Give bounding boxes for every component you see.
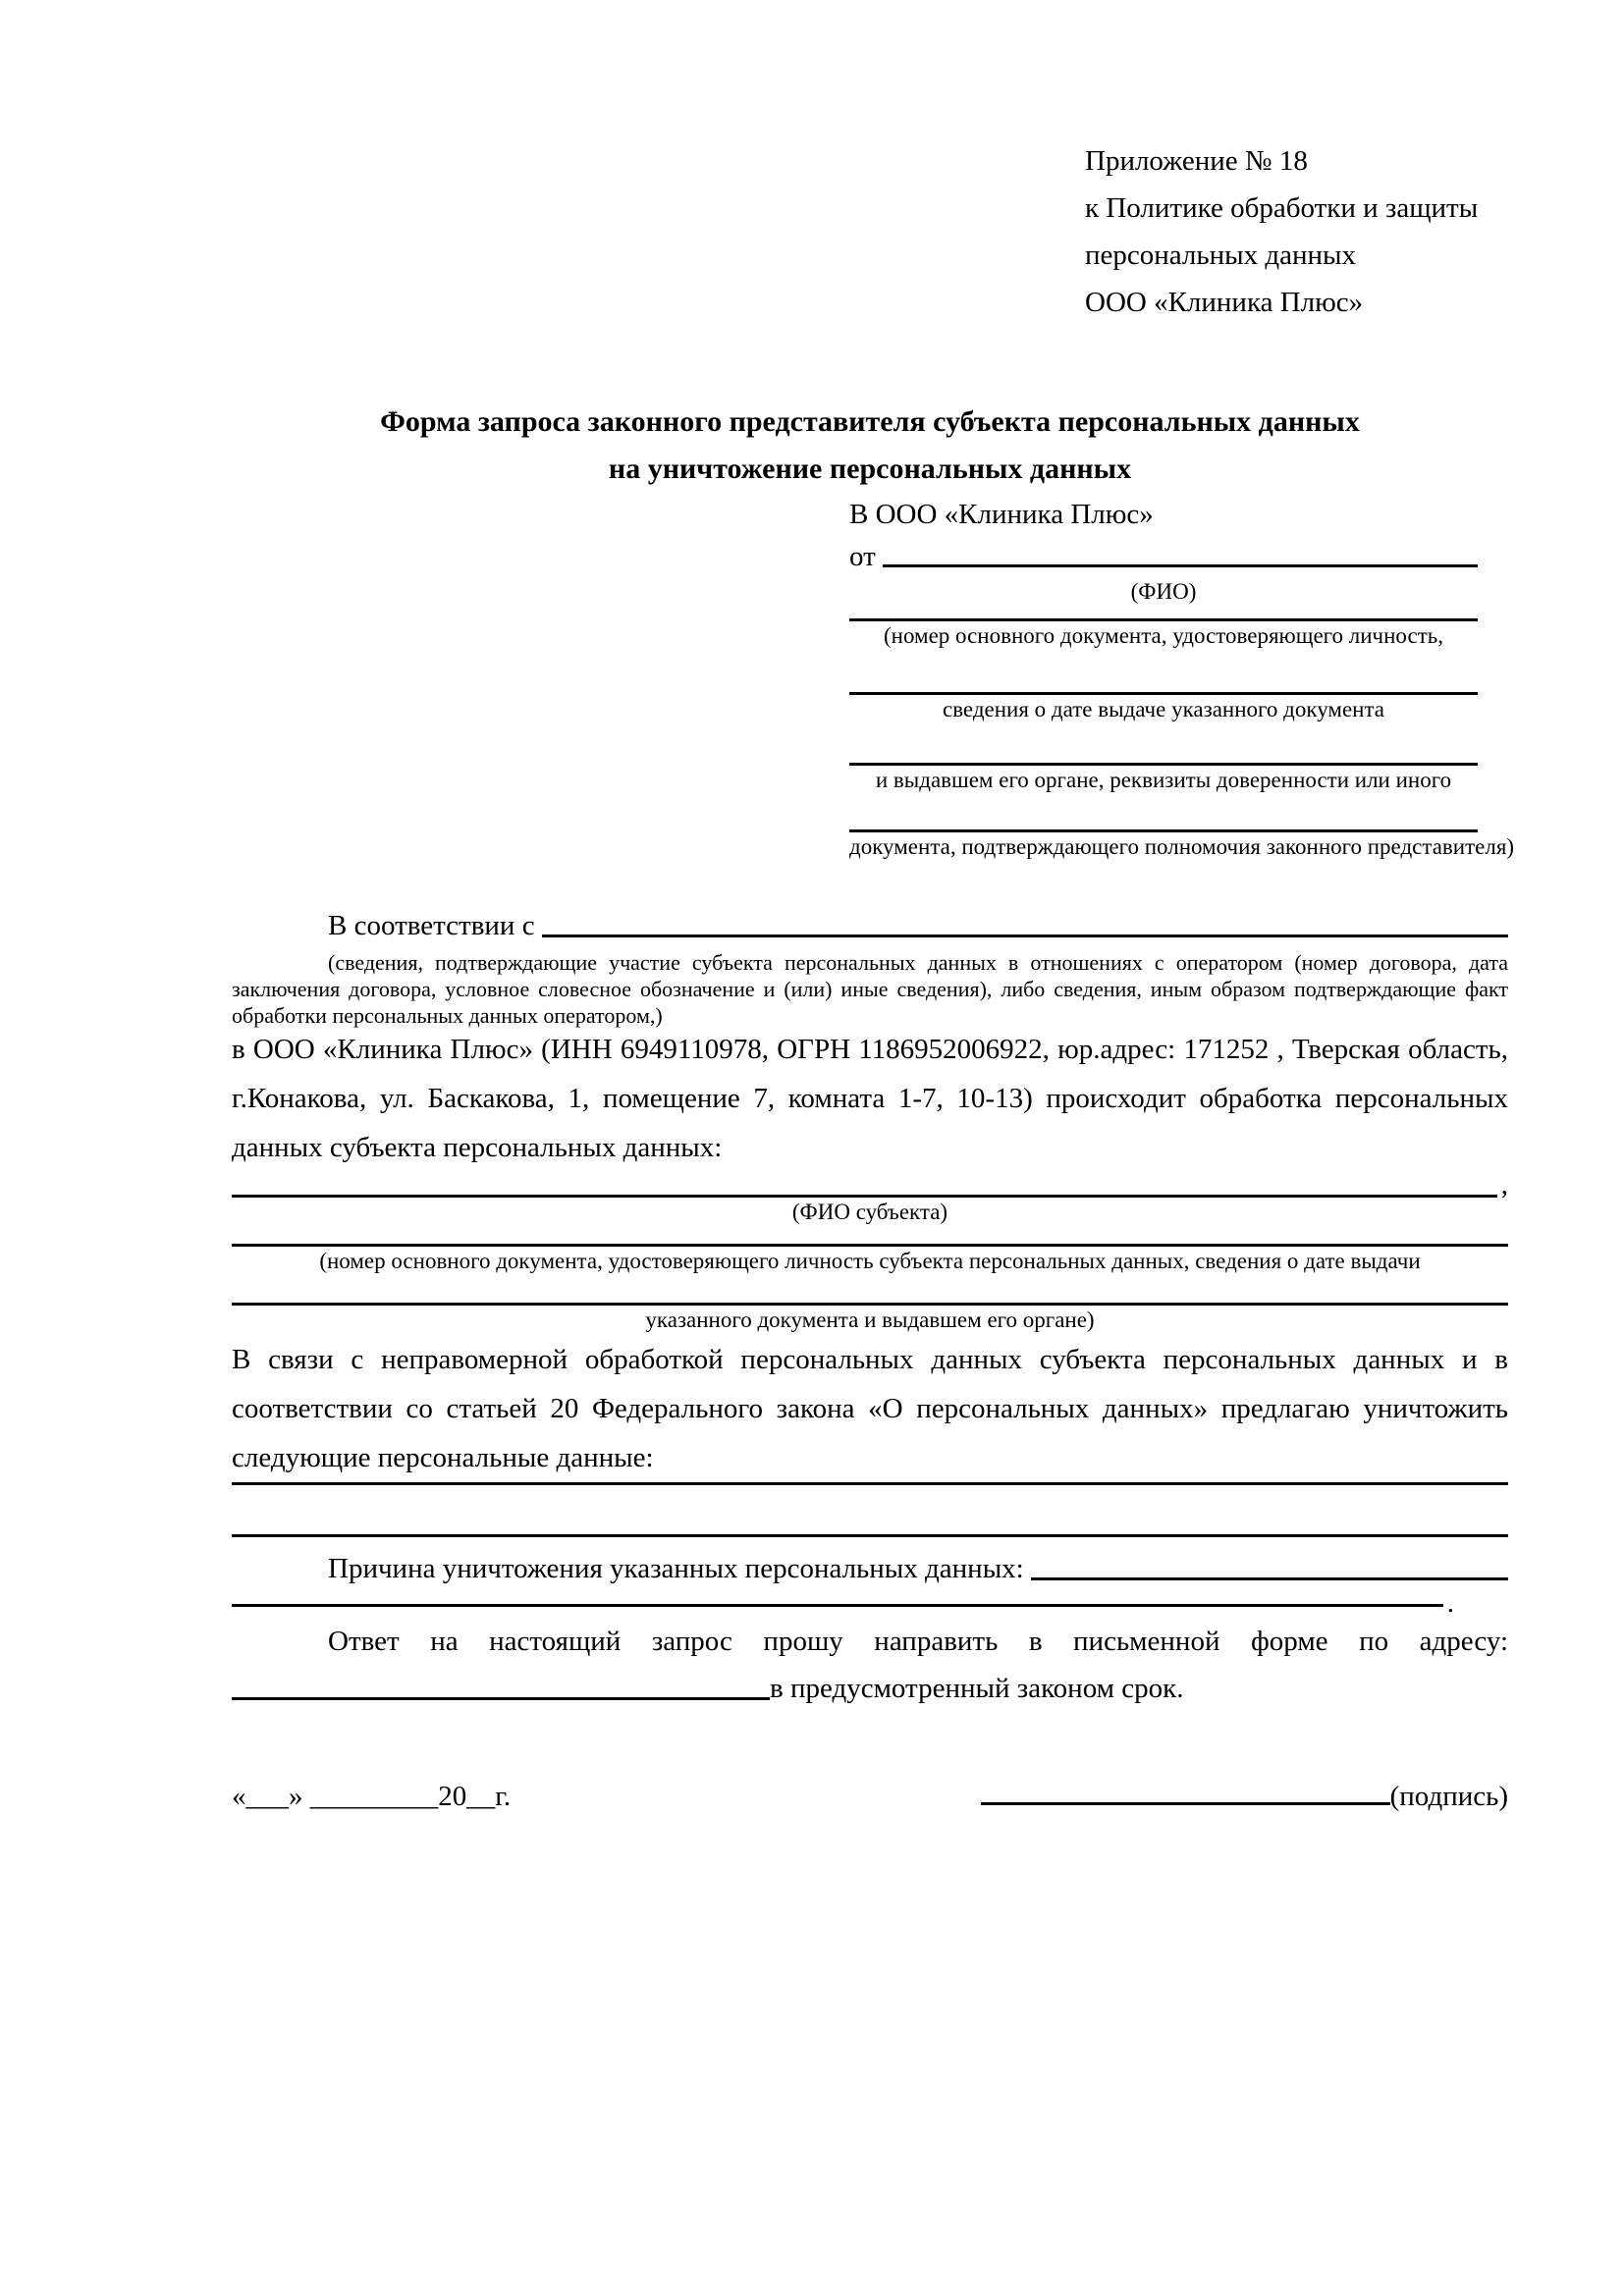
blank-line-caption: и выдавшем его органе, реквизиты доверенности или иного bbox=[875, 768, 1452, 792]
appendix-number: Приложение № 18 bbox=[1085, 145, 1308, 177]
response-paragraph: Ответ на настоящий запрос прошу направить в письменной форме по адресу: bbox=[328, 1626, 1508, 1657]
date-field: «___» _________20__г. bbox=[232, 1781, 512, 1812]
subject-fio-comma: , bbox=[1500, 1169, 1508, 1201]
blank-line bbox=[232, 1227, 1508, 1247]
accordance-blank-line bbox=[542, 934, 1508, 937]
title-line-1: Форма запроса законного представителя субъекта персональных данных bbox=[380, 405, 1360, 438]
sentence-period: . bbox=[1446, 1587, 1454, 1619]
accordance-note: (сведения, подтверждающие участие субъекта персональных данных в отношениях с оператором (номер договора, дата заключения договора, условное словесное обозначение и (или) иные сведения), либо сведения, иным образом подтверждающие факт обработки персональных данных оператором,) bbox=[232, 950, 1508, 1028]
demand-paragraph: В связи с неправомерной обработкой персональных данных субъекта персональных данных и в соответствии со статьей 20 Федерального закона «О персональных данных» предлагаю уничтожить следующие персональные данные: bbox=[232, 1344, 1508, 1473]
signature-row bbox=[232, 1773, 1508, 1820]
appendix-policy-line2: персональных данных bbox=[1085, 240, 1357, 271]
addressee-block bbox=[849, 493, 1515, 862]
from-field-row bbox=[849, 536, 1478, 577]
reason-field-row bbox=[232, 1545, 1508, 1592]
blank-line bbox=[232, 1604, 1443, 1607]
representative-doc-row-3 bbox=[849, 724, 1478, 795]
from-label: от bbox=[849, 541, 884, 572]
subject-doc-caption-1: (номер основного документа, удостоверяющего личность субъекта персональных данных, сведения о дате выдачи bbox=[319, 1249, 1421, 1273]
subject-doc-caption-2: указанного документа и выдавшем его органе) bbox=[645, 1308, 1095, 1332]
appendix-org-name: ООО «Клиника Плюс» bbox=[1085, 287, 1364, 318]
appendix-policy-line1: к Политике обработки и защиты bbox=[1085, 192, 1479, 224]
document-title bbox=[232, 399, 1508, 493]
accordance-field-row bbox=[232, 902, 1508, 949]
blank-line bbox=[849, 607, 1478, 621]
from-blank-line bbox=[883, 564, 1478, 567]
reason-blank-line bbox=[1031, 1577, 1508, 1580]
blank-line bbox=[232, 1276, 1508, 1306]
blank-line-caption: (номер основного документа, удостоверяющего личность, bbox=[883, 623, 1443, 648]
response-address-row bbox=[232, 1665, 1508, 1712]
title-line-2: на уничтожение персональных данных bbox=[608, 453, 1132, 485]
reason-label: Причина уничтожения указанных персональных данных: bbox=[328, 1553, 1031, 1584]
data-to-destroy-blank-line-2 bbox=[232, 1485, 1508, 1537]
addressee-org: В ООО «Клиника Плюс» bbox=[849, 499, 1154, 530]
signature-blank-line bbox=[981, 1773, 1390, 1805]
reason-continuation-row bbox=[232, 1587, 1508, 1619]
subject-fio-caption: (ФИО субъекта) bbox=[791, 1200, 948, 1224]
blank-line bbox=[849, 651, 1478, 695]
blank-line bbox=[849, 724, 1478, 766]
signature-caption: (подпись) bbox=[1389, 1781, 1508, 1812]
blank-line bbox=[849, 795, 1478, 832]
address-blank-line bbox=[232, 1697, 770, 1700]
signature-field bbox=[981, 1773, 1508, 1820]
representative-doc-row-4 bbox=[849, 795, 1515, 862]
representative-doc-row-2 bbox=[849, 651, 1478, 724]
blank-line-caption: сведения о дате выдаче указанного документа bbox=[942, 697, 1385, 721]
response-tail: в предусмотренный законом срок. bbox=[770, 1673, 1184, 1704]
subject-fio-row bbox=[232, 1169, 1508, 1201]
blank-line-caption: документа, подтверждающего полномочия законного представителя) bbox=[849, 834, 1515, 859]
accordance-lead: В соответствии с bbox=[328, 910, 542, 941]
representative-doc-row-1 bbox=[849, 607, 1478, 651]
fio-caption: (ФИО) bbox=[1130, 579, 1197, 604]
appendix-header bbox=[1085, 137, 1508, 326]
operator-paragraph: в ООО «Клиника Плюс» (ИНН 6949110978, ОГРН 1186952006922, юр.адрес: 171252 , Тверская область, г.Конакова, ул. Баскакова, 1, помещение 7, комната 1-7, 10-13) происходит обработка персональных данных субъекта персональных данных: bbox=[232, 1034, 1508, 1163]
